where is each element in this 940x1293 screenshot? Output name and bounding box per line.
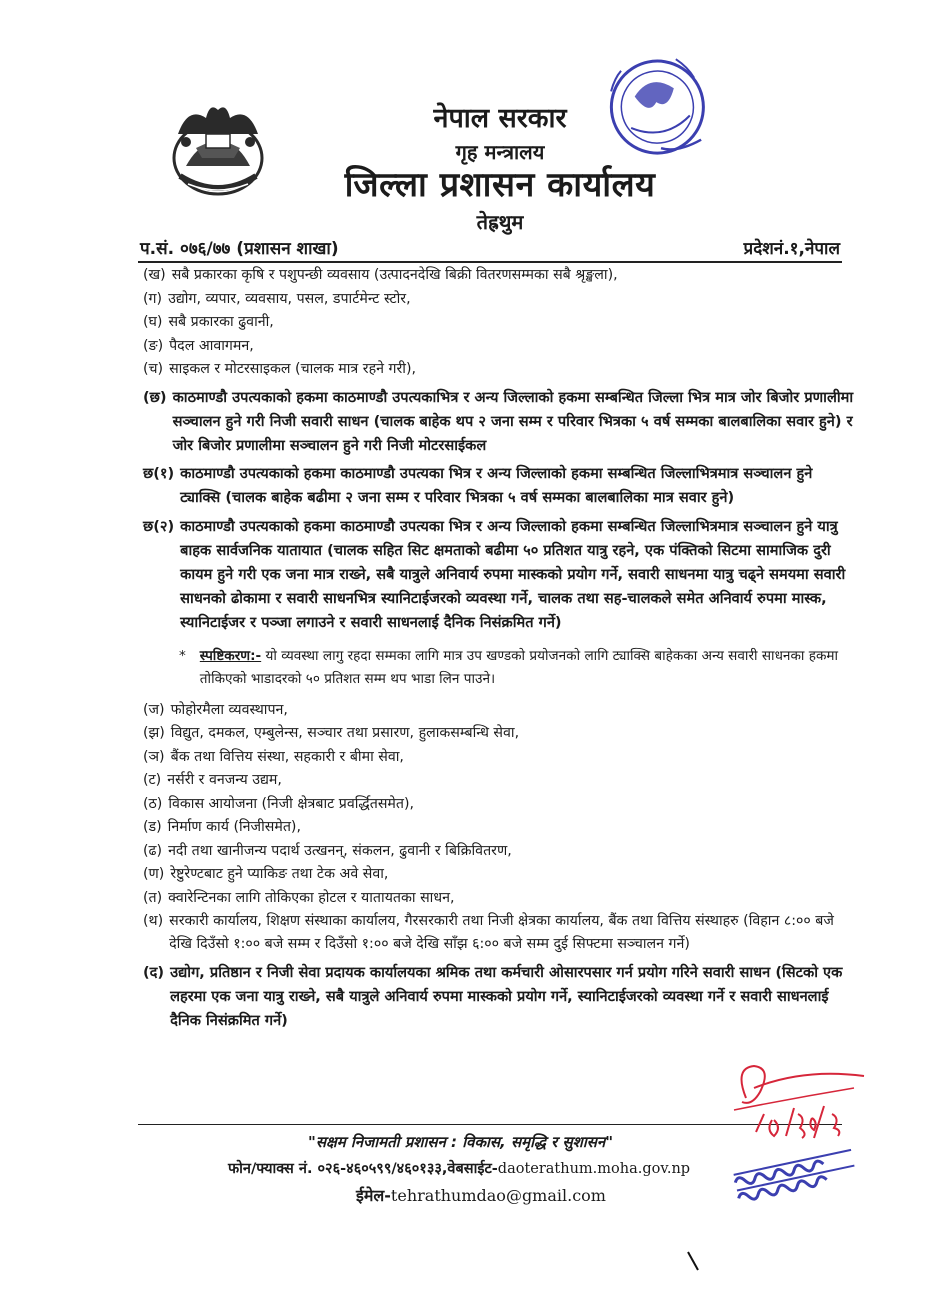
list-item [143, 769, 855, 792]
list-item [143, 699, 855, 722]
note-text: यो व्यवस्था लागु रहदा सम्मका लागि मात्र उप खण्डको प्रयोजनको लागि ट्याक्सि बाहेकका अन्य सवारी साधनका हकमा तोकिएको भाडादरको ५० प्रतिशत सम्म थप भाडा लिन पाउने। [199, 647, 839, 687]
list-item [143, 722, 855, 745]
item-text: काठमाण्डौ उपत्यकाको हकमा काठमाण्डौ उपत्यका भित्र र अन्य जिल्लाको हकमा सम्बन्धित जिल्लाभित्रमात्र सञ्चालन हुने यात्रु बाहक सार्वजनिक यातायात (चालक सहित सिट क्षमताको बढीमा ५० प्रतिशत यात्रु रहने, एक पंक्तिको सिटमा सामाजिक दुरी कायम हुने गरी एक जना मात्र राख्ने, सबै यात्रुले अनिवार्य रुपमा मास्कको प्रयोग गर्ने, सवारी साधनमा यात्रु चढ्ने समयमा सवारी साधनको ढोकामा र सवारी साधनभित्र स्यानिटाईजरको व्यवस्था गर्ने, चालक तथा सह-चालकले समेत अनिवार्य रुपमा मास्क, स्यानिटाईजर र पञ्जा लगाउने र सवारी साधनलाई दैनिक निसंक्रमित गर्ने) [180, 517, 846, 631]
website-link[interactable]: daoterathum.moha.gov.np [497, 1161, 691, 1177]
list-item [143, 264, 855, 287]
item-marker: (ठ) [143, 795, 163, 812]
item-marker: (ञ) [143, 748, 165, 765]
ministry-title: गृह मन्त्रालय [455, 140, 545, 164]
list-item [143, 515, 855, 635]
item-text: नर्सरी र वनजन्य उद्यम, [167, 772, 282, 788]
item-text: पैदल आवागमन, [169, 337, 254, 354]
header-divider [138, 261, 842, 263]
item-marker: (ढ) [143, 842, 163, 859]
item-text: विद्युत, दमकल, एम्बुलेन्स, सञ्चार तथा प्रसारण, हुलाकसम्बन्धि सेवा, [170, 725, 520, 741]
item-marker: (ट) [143, 772, 162, 788]
list-item [143, 288, 855, 311]
item-text: उद्योग, व्यपार, व्यवसाय, पसल, डपार्टमेन्ट स्टोर, [168, 290, 411, 307]
email-line [356, 1184, 606, 1206]
item-text: सरकारी कार्यालय, शिक्षण संस्थाका कार्यालय, गैरसरकारी तथा निजी क्षेत्रका कार्यालय, बैंक तथा वित्तिय संस्थाहरु (विहान ८:०० बजे देखि दिउँसो १:०० बजे सम्म र दिउँसो १:०० बजे देखि साँझ ६:०० बजे सम्म दुई सिफ्टमा सञ्चालन गर्ने) [169, 913, 834, 952]
government-title: नेपाल सरकार [433, 103, 567, 134]
list-item [143, 386, 855, 458]
item-text: साइकल र मोटरसाइकल (चालक मात्र रहने गरी), [169, 361, 417, 377]
office-motto: "सक्षम निजामती प्रशासन : विकास, समृद्धि र सुशासन" [308, 1133, 614, 1151]
item-text: नदी तथा खानीजन्य पदार्थ उत्खनन्, संकलन, ढुवानी र बिक्रिवितरण, [168, 842, 512, 859]
item-text: काठमाण्डौ उपत्यकाको हकमा काठमाण्डौ उपत्यकाभित्र र अन्य जिल्लाको हकमा सम्बन्धित जिल्ला भित्र मात्र जोर बिजोर प्रणालीमा सञ्चालन हुने गरी निजी सवारी साधन (चालक बाहेक थप २ जना सम्म र परिवार भित्रका ५ वर्ष सम्मका बालबालिका सवार हुने) र जोर बिजोर प्रणालीमा सञ्चालन हुने गरी निजी मोटरसाईकल [172, 388, 854, 454]
list-group-1 [143, 264, 855, 635]
phone-fax: फोन/फ्याक्स नं. ०२६-४६०५९९/४६०१३३,वेबसाईट- [228, 1161, 498, 1177]
item-text: विकास आयोजना (निजी क्षेत्रबाट प्रवर्द्धितसमेत), [168, 795, 415, 812]
item-text: उद्योग, प्रतिष्ठान र निजी सेवा प्रदायक कार्यालयका श्रमिक तथा कर्मचारी ओसारपसार गर्न प्रयोग गरिने सवारी साधन (सिटको एक लहरमा एक जना यात्रु राख्ने, सबै यात्रुले अनिवार्य रुपमा मास्कको प्रयोग गर्ने, स्यानिटाईजरको व्यवस्था गर्ने र सवारी साधनलाई दैनिक निसंक्रमित गर्ने) [170, 963, 843, 1029]
item-text: सबै प्रकारका कृषि र पशुपन्छी व्यवसाय (उत्पादनदेखि बिक्री वितरणसम्मका सबै श्रृङ्खला), [171, 267, 618, 283]
list-item [143, 311, 855, 334]
item-marker: (थ) [143, 913, 164, 929]
signature-stamp-icon [694, 1058, 874, 1208]
item-marker: (झ) [143, 725, 165, 741]
item-marker: (ङ) [143, 337, 164, 354]
list-item [143, 816, 855, 839]
item-text: क्वारेन्टिनका लागि तोकिएका होटल र यातायतका साधन, [168, 889, 455, 906]
list-item [143, 462, 855, 510]
item-text: फोहोरमैला व्यवस्थापन, [170, 701, 288, 718]
list-item [143, 793, 855, 816]
district-title: तेह्रथुम [476, 210, 524, 234]
list-item [143, 335, 855, 358]
list-item [143, 840, 855, 863]
list-item [143, 887, 855, 910]
document-body [143, 264, 855, 1033]
item-marker: (ड) [143, 819, 162, 835]
nepal-government-emblem-icon [158, 96, 278, 206]
item-text: बैंक तथा वित्तिय संस्था, सहकारी र बीमा सेवा, [170, 748, 404, 765]
list-item [143, 746, 855, 769]
item-marker: (द) [143, 963, 165, 981]
office-title: जिल्ला प्रशासन कार्यालय [344, 165, 656, 205]
contact-line [228, 1158, 690, 1178]
province-label: प्रदेशनं.१,नेपाल [743, 239, 840, 259]
email-link[interactable]: tehrathumdao@gmail.com [390, 1186, 606, 1205]
item-marker: छ(२) [143, 517, 175, 535]
reference-number: प.सं. ०७६/७७ (प्रशासन शाखा) [140, 239, 339, 259]
item-text: काठमाण्डौ उपत्यकाको हकमा काठमाण्डौ उपत्यका भित्र र अन्य जिल्लाको हकमा सम्बन्धित जिल्लाभित्रमात्र सञ्चालन हुने ट्याक्सि (चालक बाहेक बढीमा २ जना सम्म र परिवार भित्रका ५ वर्ष सम्मका बालबालिका मात्र सवार हुने) [180, 465, 813, 506]
list-group-2 [143, 699, 855, 1033]
item-text: निर्माण कार्य (निजीसमेत), [167, 819, 301, 835]
email-label: ईमेल- [356, 1186, 391, 1205]
list-item [143, 961, 855, 1033]
list-item [143, 863, 855, 886]
note-label: स्पष्टिकरण:- [199, 647, 262, 664]
item-marker: (ख) [143, 267, 166, 283]
pen-stroke-mark-icon [684, 1250, 704, 1274]
clarification-note [179, 645, 855, 691]
item-marker: (च) [143, 361, 164, 377]
item-marker: (ज) [143, 701, 165, 718]
note-star: * [179, 647, 186, 664]
item-marker: (घ) [143, 314, 163, 330]
list-item [143, 358, 855, 381]
item-text: रेष्टुरेण्टबाट हुने प्याकिङ तथा टेक अवे सेवा, [170, 866, 389, 882]
list-item [143, 910, 855, 956]
item-marker: (त) [143, 889, 163, 906]
item-marker: छ(१) [143, 465, 175, 482]
item-marker: (ग) [143, 290, 163, 307]
office-seal-stamp-icon [598, 52, 718, 167]
item-text: सबै प्रकारका ढुवानी, [168, 314, 274, 330]
item-marker: (छ) [143, 388, 167, 406]
item-marker: (ण) [143, 866, 165, 882]
